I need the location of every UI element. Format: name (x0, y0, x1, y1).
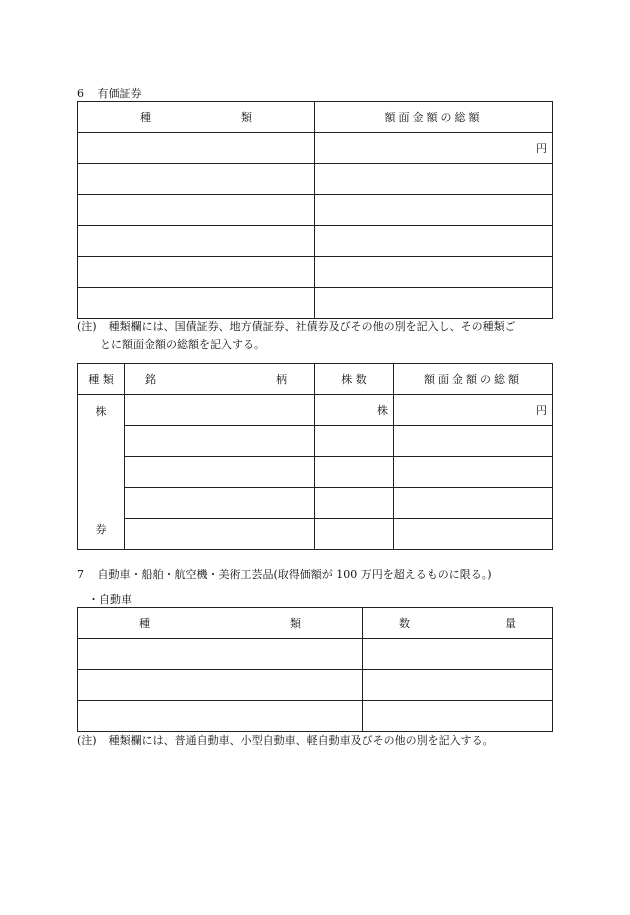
note-securities (77, 318, 557, 354)
cell-kind[interactable] (78, 226, 315, 257)
stock-kind-bottom: 券 (95, 523, 107, 536)
header-shares: 株 数 (315, 364, 394, 395)
header-kind (78, 102, 315, 133)
header-kind-char-1: 種 (140, 110, 151, 124)
section-6-heading (77, 85, 142, 101)
cell-kind[interactable] (78, 257, 315, 288)
cell-brand[interactable] (125, 519, 315, 550)
cell-amount[interactable] (394, 457, 553, 488)
table-row (78, 519, 553, 550)
cell-amount[interactable] (315, 226, 553, 257)
section-6-title: 有価証券 (97, 87, 142, 100)
note-line-2: とに額面金額の総額を記入する。 (100, 338, 265, 351)
automobile-table (77, 607, 553, 732)
stock-kind-cell (78, 395, 125, 550)
cell-amount[interactable] (315, 164, 553, 195)
cell-kind[interactable] (78, 701, 363, 732)
subheading-automobile: ・自動車 (88, 593, 132, 606)
cell-brand[interactable] (125, 395, 315, 426)
section-7-title: 自動車・船舶・航空機・美術工芸品(取得価額が 100 万円を超えるものに限る。) (97, 568, 492, 581)
cell-quantity[interactable] (363, 639, 553, 670)
header-kind-char-1: 種 (139, 616, 150, 630)
table-row (78, 195, 553, 226)
cell-kind[interactable] (78, 133, 315, 164)
section-7-heading (77, 566, 492, 582)
note-line-1: 種類欄には、普通自動車、小型自動車、軽自動車及びその他の別を記入する。 (108, 734, 494, 747)
header-brand (125, 364, 315, 395)
note-prefix: (注) (77, 734, 97, 747)
table-row (78, 701, 553, 732)
note-line-1: 種類欄には、国債証券、地方債証券、社債券及びその他の別を記入し、その種類ご (108, 320, 516, 333)
header-qty-char-2: 量 (505, 616, 516, 630)
cell-kind[interactable] (78, 288, 315, 319)
cell-kind[interactable] (78, 195, 315, 226)
section-6-number: 6 (77, 87, 84, 100)
cell-shares[interactable] (315, 488, 394, 519)
cell-kind[interactable] (78, 639, 363, 670)
cell-shares[interactable] (315, 519, 394, 550)
table-row (78, 257, 553, 288)
cell-amount[interactable] (394, 519, 553, 550)
table-row (78, 288, 553, 319)
note-automobile (77, 732, 557, 750)
shares-unit: 株 (377, 404, 388, 417)
securities-table (77, 101, 553, 319)
header-kind (78, 608, 363, 639)
cell-kind[interactable] (78, 164, 315, 195)
table-row (78, 670, 553, 701)
cell-brand[interactable] (125, 488, 315, 519)
yen-unit: 円 (536, 404, 547, 417)
cell-kind[interactable] (78, 670, 363, 701)
table-row (78, 488, 553, 519)
cell-amount[interactable] (315, 257, 553, 288)
cell-amount[interactable] (315, 133, 553, 164)
cell-quantity[interactable] (363, 670, 553, 701)
section-7-number: 7 (77, 568, 84, 581)
header-kind: 種 類 (78, 364, 125, 395)
table-row (78, 164, 553, 195)
stock-table (77, 363, 553, 550)
table-row (78, 226, 553, 257)
cell-amount[interactable] (394, 426, 553, 457)
header-kind-char-2: 類 (241, 110, 252, 124)
header-brand-char-1: 銘 (145, 372, 156, 386)
header-quantity (363, 608, 553, 639)
table-row (78, 639, 553, 670)
header-brand-char-2: 柄 (276, 372, 287, 386)
cell-amount[interactable] (315, 288, 553, 319)
cell-brand[interactable] (125, 426, 315, 457)
table-row (78, 457, 553, 488)
cell-brand[interactable] (125, 457, 315, 488)
cell-amount[interactable] (394, 488, 553, 519)
cell-amount[interactable] (315, 195, 553, 226)
table-row (78, 395, 553, 426)
cell-shares[interactable] (315, 426, 394, 457)
note-prefix: (注) (77, 320, 97, 333)
stock-kind-top: 株 (95, 405, 107, 418)
table-row (78, 426, 553, 457)
header-face-amount-total: 額面金額の総額 (394, 364, 553, 395)
header-kind-char-2: 類 (290, 616, 301, 630)
cell-quantity[interactable] (363, 701, 553, 732)
cell-amount[interactable] (394, 395, 553, 426)
cell-shares[interactable] (315, 395, 394, 426)
header-qty-char-1: 数 (399, 616, 410, 630)
cell-shares[interactable] (315, 457, 394, 488)
yen-unit: 円 (536, 142, 547, 155)
header-face-amount-total: 額面金額の総額 (315, 102, 553, 133)
table-row (78, 133, 553, 164)
